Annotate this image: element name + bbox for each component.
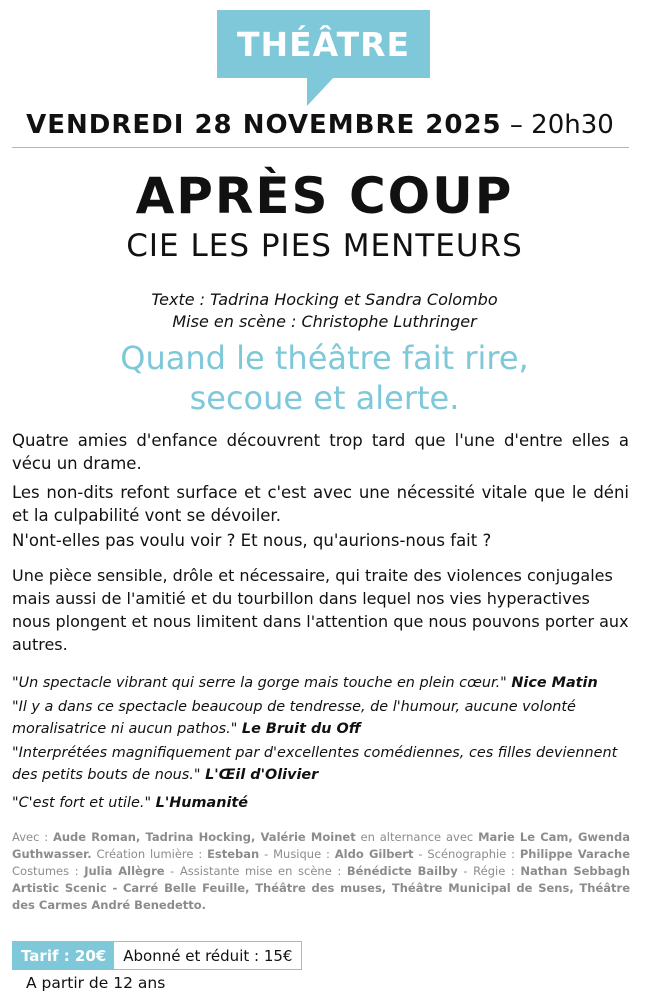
quote-text: "Un spectacle vibrant qui serre la gorge mais touche en plein cœur." <box>12 675 507 691</box>
company-name: CIE LES PIES MENTEURS <box>126 228 523 264</box>
press-quote <box>12 742 632 786</box>
description-paragraph-4: Une pièce sensible, drôle et nécessaire, qui traite des violences conjugales mais aussi de l'amitié et du tourbillon dans lequel nos vies hyperactives nous plongent et nous limitent dans l'attention que nous pouvons porter aux autres. <box>12 566 629 654</box>
costumes-label: Costumes : <box>12 864 79 878</box>
credit-direction: Mise en scène : Christophe Luthringer <box>172 312 477 331</box>
date-separator: – <box>509 110 523 140</box>
cast-label: Avec : <box>12 830 49 844</box>
partners: Artistic Scenic - Carré Belle Feuille, Théâtre des muses, Théâtre Municipal de Sens, Théâtre des Carmes André Benedetto. <box>12 881 630 912</box>
quote-text: "Il y a dans ce spectacle beaucoup de tendresse, de l'humour, aucune volonté moralisatrice ni aucun pathos." <box>12 699 576 737</box>
price-full: Tarif : 20€ <box>13 942 114 969</box>
divider <box>12 147 629 148</box>
event-date: VENDREDI 28 NOVEMBRE 2025 <box>26 110 502 140</box>
tagline <box>0 338 649 418</box>
regie-name: Nathan Sebbagh <box>520 864 631 878</box>
speech-tail-icon <box>307 76 337 108</box>
quote-text: "C'est fort et utile." <box>12 795 152 811</box>
quote-source: Nice Matin <box>511 675 598 691</box>
musique-name: Aldo Gilbert <box>334 847 414 861</box>
lumiere-label: Création lumière : <box>96 847 203 861</box>
quote-text: "Interprétées magnifiquement par d'excellentes comédiennes, ces filles deviennent des petits bouts de nous." <box>12 745 618 783</box>
quote-source: Le Bruit du Off <box>241 721 361 737</box>
category-label: THÉÂTRE <box>217 10 430 78</box>
tagline-line-1: Quand le théâtre fait rire, <box>120 339 529 377</box>
credit-text: Texte : Tadrina Hocking et Sandra Colombo <box>151 290 498 309</box>
regie-label: - Régie : <box>463 864 515 878</box>
cast-alt-actor: Marie Le Cam, Gwenda Guthwasser. <box>12 830 630 861</box>
description-paragraph-3: N'ont-elles pas voulu voir ? Et nous, qu'aurions-nous fait ? <box>12 531 492 550</box>
quote-source: L'Œil d'Olivier <box>205 767 319 783</box>
cast-actors: Aude Roman, Tadrina Hocking, Valérie Moinet <box>52 830 356 844</box>
show-title: APRÈS COUP <box>135 167 514 225</box>
quote-source: L'Humanité <box>155 795 249 811</box>
price-box <box>12 941 302 970</box>
scenographie-name: Philippe Varache <box>519 847 631 861</box>
tagline-line-2: secoue et alerte. <box>189 379 460 417</box>
press-quote <box>12 792 632 814</box>
age-restriction: A partir de 12 ans <box>26 974 166 992</box>
description-paragraph-1: Quatre amies d'enfance découvrent trop tard que l'une d'entre elles a vécu un drame. <box>12 431 629 473</box>
press-quote <box>12 672 632 694</box>
date-line <box>10 110 630 140</box>
press-quote <box>12 696 632 740</box>
description-paragraph-2: Les non-dits refont surface et c'est avec une nécessité vitale que le déni et la culpabilité vont se dévoiler. <box>12 483 629 525</box>
event-time: 20h30 <box>531 110 614 140</box>
cast-alternance: en alternance avec <box>360 830 474 844</box>
cast-credits <box>12 829 630 914</box>
lumiere-name: Esteban <box>207 847 260 861</box>
musique-label: - Musique : <box>264 847 330 861</box>
credits <box>0 289 649 333</box>
assistante-name: Bénédicte Bailby <box>346 864 458 878</box>
assistante-label: - Assistante mise en scène : <box>170 864 342 878</box>
scenographie-label: - Scénographie : <box>418 847 516 861</box>
category-badge <box>217 10 430 100</box>
costumes-name: Julia Allègre <box>84 864 165 878</box>
price-reduced: Abonné et réduit : 15€ <box>123 946 293 965</box>
